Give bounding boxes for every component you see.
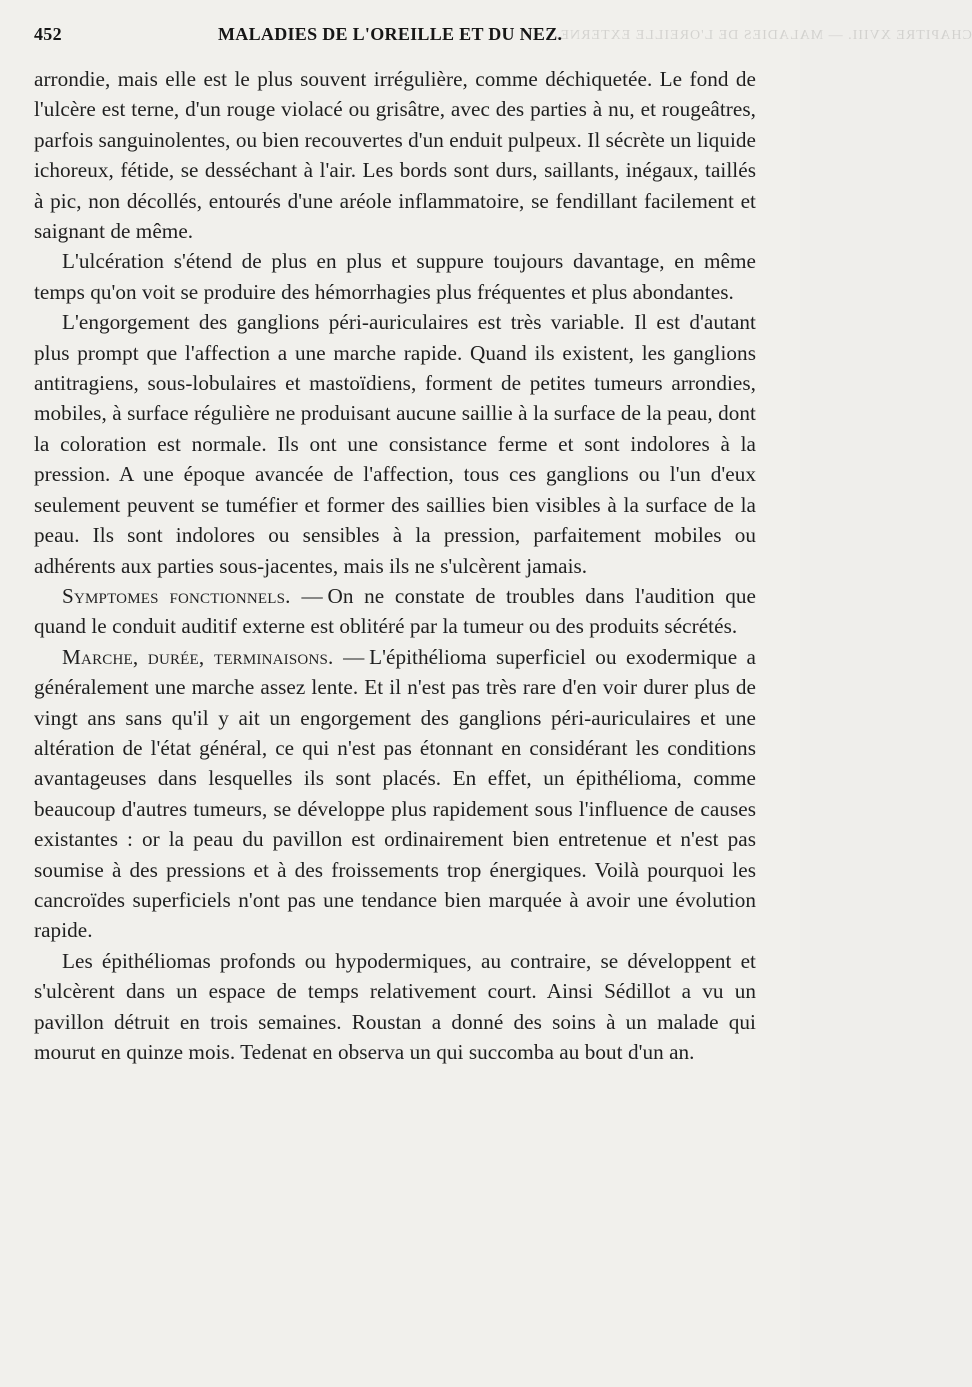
page-header xyxy=(34,24,754,52)
body-text xyxy=(34,64,756,1067)
paragraph-2: L'ulcération s'étend de plus en plus et suppure toujours davantage, en même temps qu'on voit se produire des hémorrhagies plus fréquentes et plus abondantes. xyxy=(34,249,756,304)
section-text-marche: L'épithélioma superficiel ou exodermique a généralement une marche assez lente. Et il n'est pas très rare d'en voir durer plus de vingt ans sans qu'il y ait un engorgement des ganglions péri-auriculaires et une altération de l'état général, ce qui n'est pas étonnant en considérant les conditions avantageuses dans lesquelles ils sont placés. En effet, un épithélioma, comme beaucoup d'autres tumeurs, se développe plus rapidement sous l'influence de causes existantes : or la peau du pavillon est ordinairement bien entretenue et n'est pas soumise à des pressions et à des froissements trop énergiques. Voilà pourquoi les cancroïdes superficiels n'ont pas une tendance bien marquée à avoir une évolution rapide. xyxy=(34,644,756,943)
section-text-symptomes: On ne constate de troubles dans l'audition que quand le conduit auditif externe est oblitéré par la tumeur ou des produits sécrétés. xyxy=(34,583,756,639)
paragraph-4: Les épithéliomas profonds ou hypodermiques, au contraire, se développent et s'ulcèrent dans un espace de temps relativement court. Ainsi Sédillot a vu un pavillon détruit en trois semaines. Roustan a donné des soins à un malade qui mourut en quinze mois. Tedenat en observa un qui succomba au bout d'un an. xyxy=(34,948,756,1064)
page-number: 452 xyxy=(34,24,62,44)
section-heading-marche: Marche, durée, terminaisons. — xyxy=(62,644,365,669)
paragraph-1: arrondie, mais elle est le plus souvent irrégulière, comme déchiquetée. Le fond de l'ulcère est terne, d'un rouge violacé ou grisâtre, avec des parties à nu, et rougeâtres, parfois sanguinolentes, ou bien recouvertes d'un enduit pulpeux. Il sécrète un liquide ichoreux, fétide, se desséchant à l'air. Les bords sont durs, saillants, inégaux, taillés à pic, non décollés, entourés d'une aréole inflammatoire, se fendillant facilement et saignant de même. xyxy=(34,67,756,244)
section-symptomes-fonctionnels xyxy=(34,581,756,642)
bleedthrough-text: CHAPITRE XVIII. — MALADIES DE L'OREILLE EXTERNE. xyxy=(555,28,972,43)
running-title: MALADIES DE L'OREILLE ET DU NEZ. xyxy=(218,24,563,44)
section-heading-symptomes: Symptomes fonctionnels. — xyxy=(62,583,323,608)
paragraph-3: L'engorgement des ganglions péri-auriculaires est très variable. Il est d'autant plus prompt que l'affection a une marche rapide. Quand ils existent, les ganglions antitragiens, sous-lobulaires et mastoïdiens, forment de petites tumeurs arrondies, mobiles, à surface régulière ne produisant aucune saillie à la surface de la peau, dont la coloration est normale. Ils ont une consistance ferme et sont indolores à la pression. A une époque avancée de l'affection, tous ces ganglions ou l'un d'eux seulement peuvent se tuméfier et former des saillies bien visibles à la surface de la peau. Ils sont indolores ou sensibles à la pression, parfaitement mobiles ou adhérents aux parties sous-jacentes, mais ils ne s'ulcèrent jamais. xyxy=(34,310,756,578)
section-marche-duree xyxy=(34,642,756,946)
